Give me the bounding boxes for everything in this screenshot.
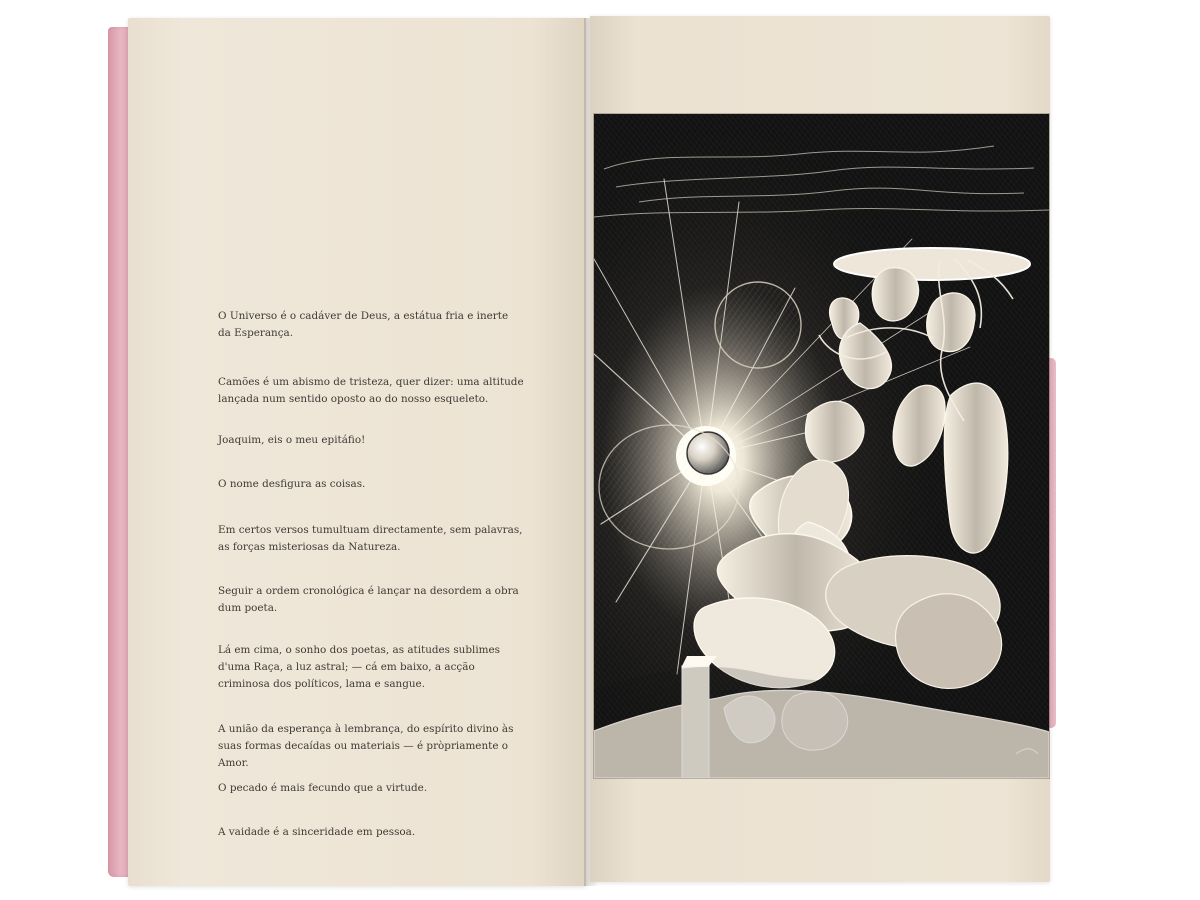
right-pink-cover-edge — [1049, 358, 1056, 728]
aphorism-paragraph-7: Lá em cima, o sonho dos poetas, as atitudes sublimes d'uma Raça, a luz astral; — cá em baixo, a acção criminosa dos políticos, lama e sangue. — [218, 644, 500, 690]
engraved-illustration — [594, 114, 1049, 778]
aphorism-paragraph-5: Em certos versos tumultuam directamente, sem palavras, as forças misteriosas da Natureza. — [218, 524, 523, 553]
engraved-surreal-sculpture-illustration-icon — [594, 114, 1049, 778]
aphorism-paragraph-6: Seguir a ordem cronológica é lançar na desordem a obra dum poeta. — [218, 585, 519, 614]
aphorism-paragraph-10: A vaidade é a sinceridade em pessoa. — [218, 826, 416, 838]
aphorism-paragraph-2: Camões é um abismo de tristeza, quer dizer: uma altitude lançada num sentido oposto ao do nosso esqueleto. — [218, 376, 524, 405]
aphorism-paragraph-1: O Universo é o cadáver de Deus, a estátua fria e inerte da Esperança. — [218, 310, 509, 339]
aphorism-paragraph-3: Joaquim, eis o meu epitáfio! — [218, 434, 366, 446]
aphorism-paragraph-9: O pecado é mais fecundo que a virtude. — [218, 782, 428, 794]
aphorism-paragraph-4: O nome desfigura as coisas. — [218, 478, 366, 490]
aphorism-paragraph-8: A união da esperança à lembrança, do espírito divino às suas formas decaídas ou materiais — é pròpriamente o Amor. — [218, 723, 514, 769]
